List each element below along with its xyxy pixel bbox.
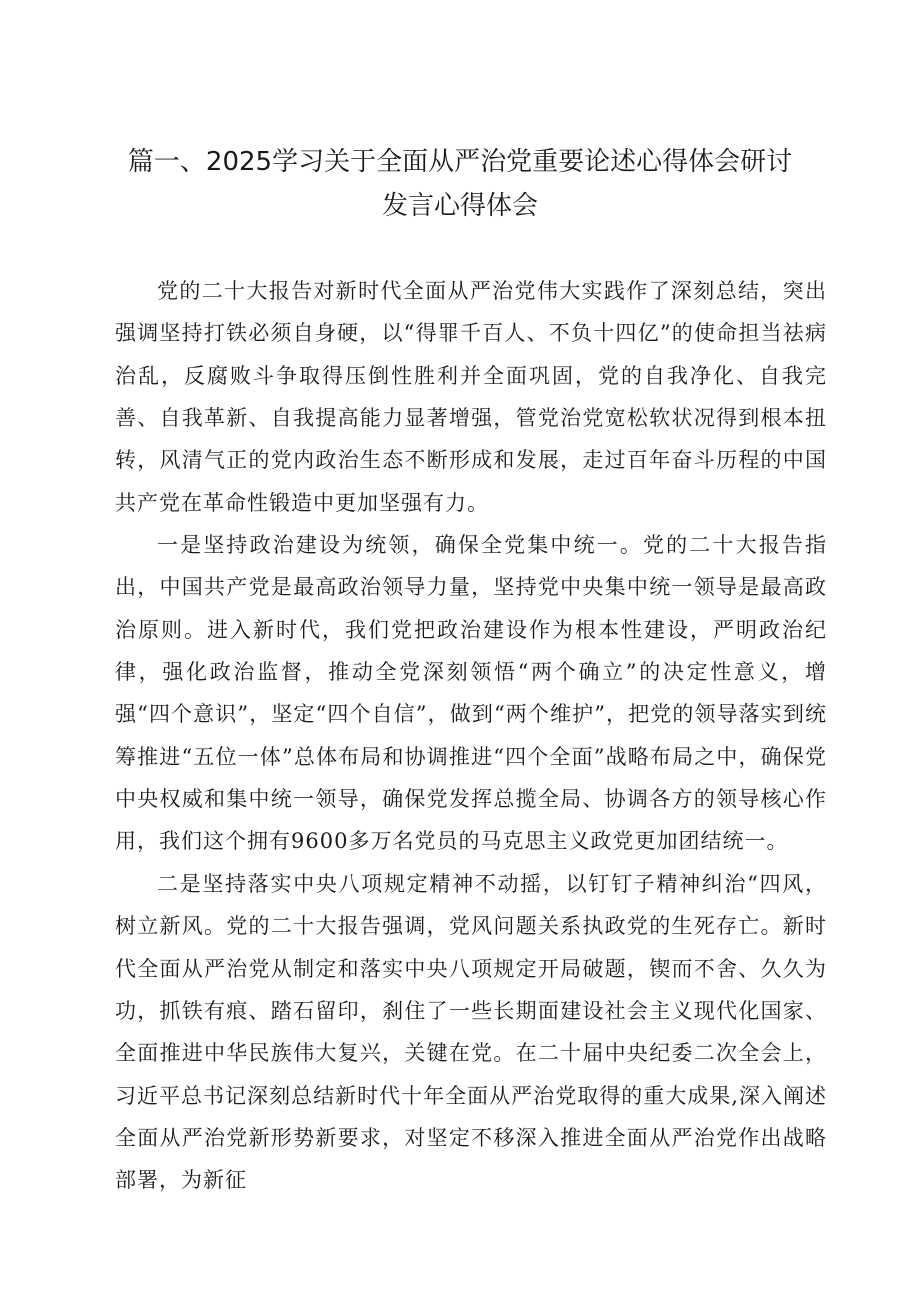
paragraph-intro: 党的二十大报告对新时代全面从严治党伟大实践作了深刻总结，突出强调坚持打铁必须自身硬，以“得罪千百人、不负十四亿”的使命担当祛病治乱，反腐败斗争取得压倒性胜利并全面巩固，党的自我净化、自我完善、自我革新、自我提高能力显著增强，管党治党宽松软状况得到根本扭转，风清气正的党内政治生态不断形成和发展，走过百年奋斗历程的中国共产党在革命性锻造中更加坚强有力。 [115,279,827,515]
document-body [115,270,827,1202]
title-line-1: 篇一、2025学习关于全面从严治党重要论述心得体会研讨 [127,147,793,177]
paragraph-political-building: 一是坚持政治建设为统领，确保全党集中统一。党的二十大报告指出，中国共产党是最高政治领导力量，坚持党中央集中统一领导是最高政治原则。进入新时代，我们党把政治建设作为根本性建设，严明政治纪律，强化政治监督，推动全党深刻领悟“两个确立”的决定性意义，增强“四个意识”，坚定“四个自信”，做到“两个维护”，把党的领导落实到统筹推进“五位一体”总体布局和协调推进“四个全面”战略布局之中，确保党中央权威和集中统一领导，确保党发挥总揽全局、协调各方的领导核心作用，我们这个拥有9600多万名党员的马克思主义政党更加团结统一。 [115,533,827,854]
title-line-2: 发言心得体会 [381,191,538,221]
paragraph-eight-point-rules: 二是坚持落实中央八项规定精神不动摇，以钉钉子精神纠治“四风，树立新风。党的二十大报告强调，党风问题关系执政党的生死存亡。新时代全面从严治党从制定和落实中央八项规定开局破题，锲而不舍、久久为功，抓铁有痕、踏石留印，刹住了一些长期面建设社会主义现代化国家、全面推进中华民族伟大复兴，关键在党。在二十届中央纪委二次全会上，习近平总书记深刻总结新时代十年全面从严治党取得的重大成果,深入阐述全面从严治党新形势新要求，对坚定不移深入推进全面从严治党作出战略部署，为新征 [115,871,827,1193]
document-title [0,140,920,228]
